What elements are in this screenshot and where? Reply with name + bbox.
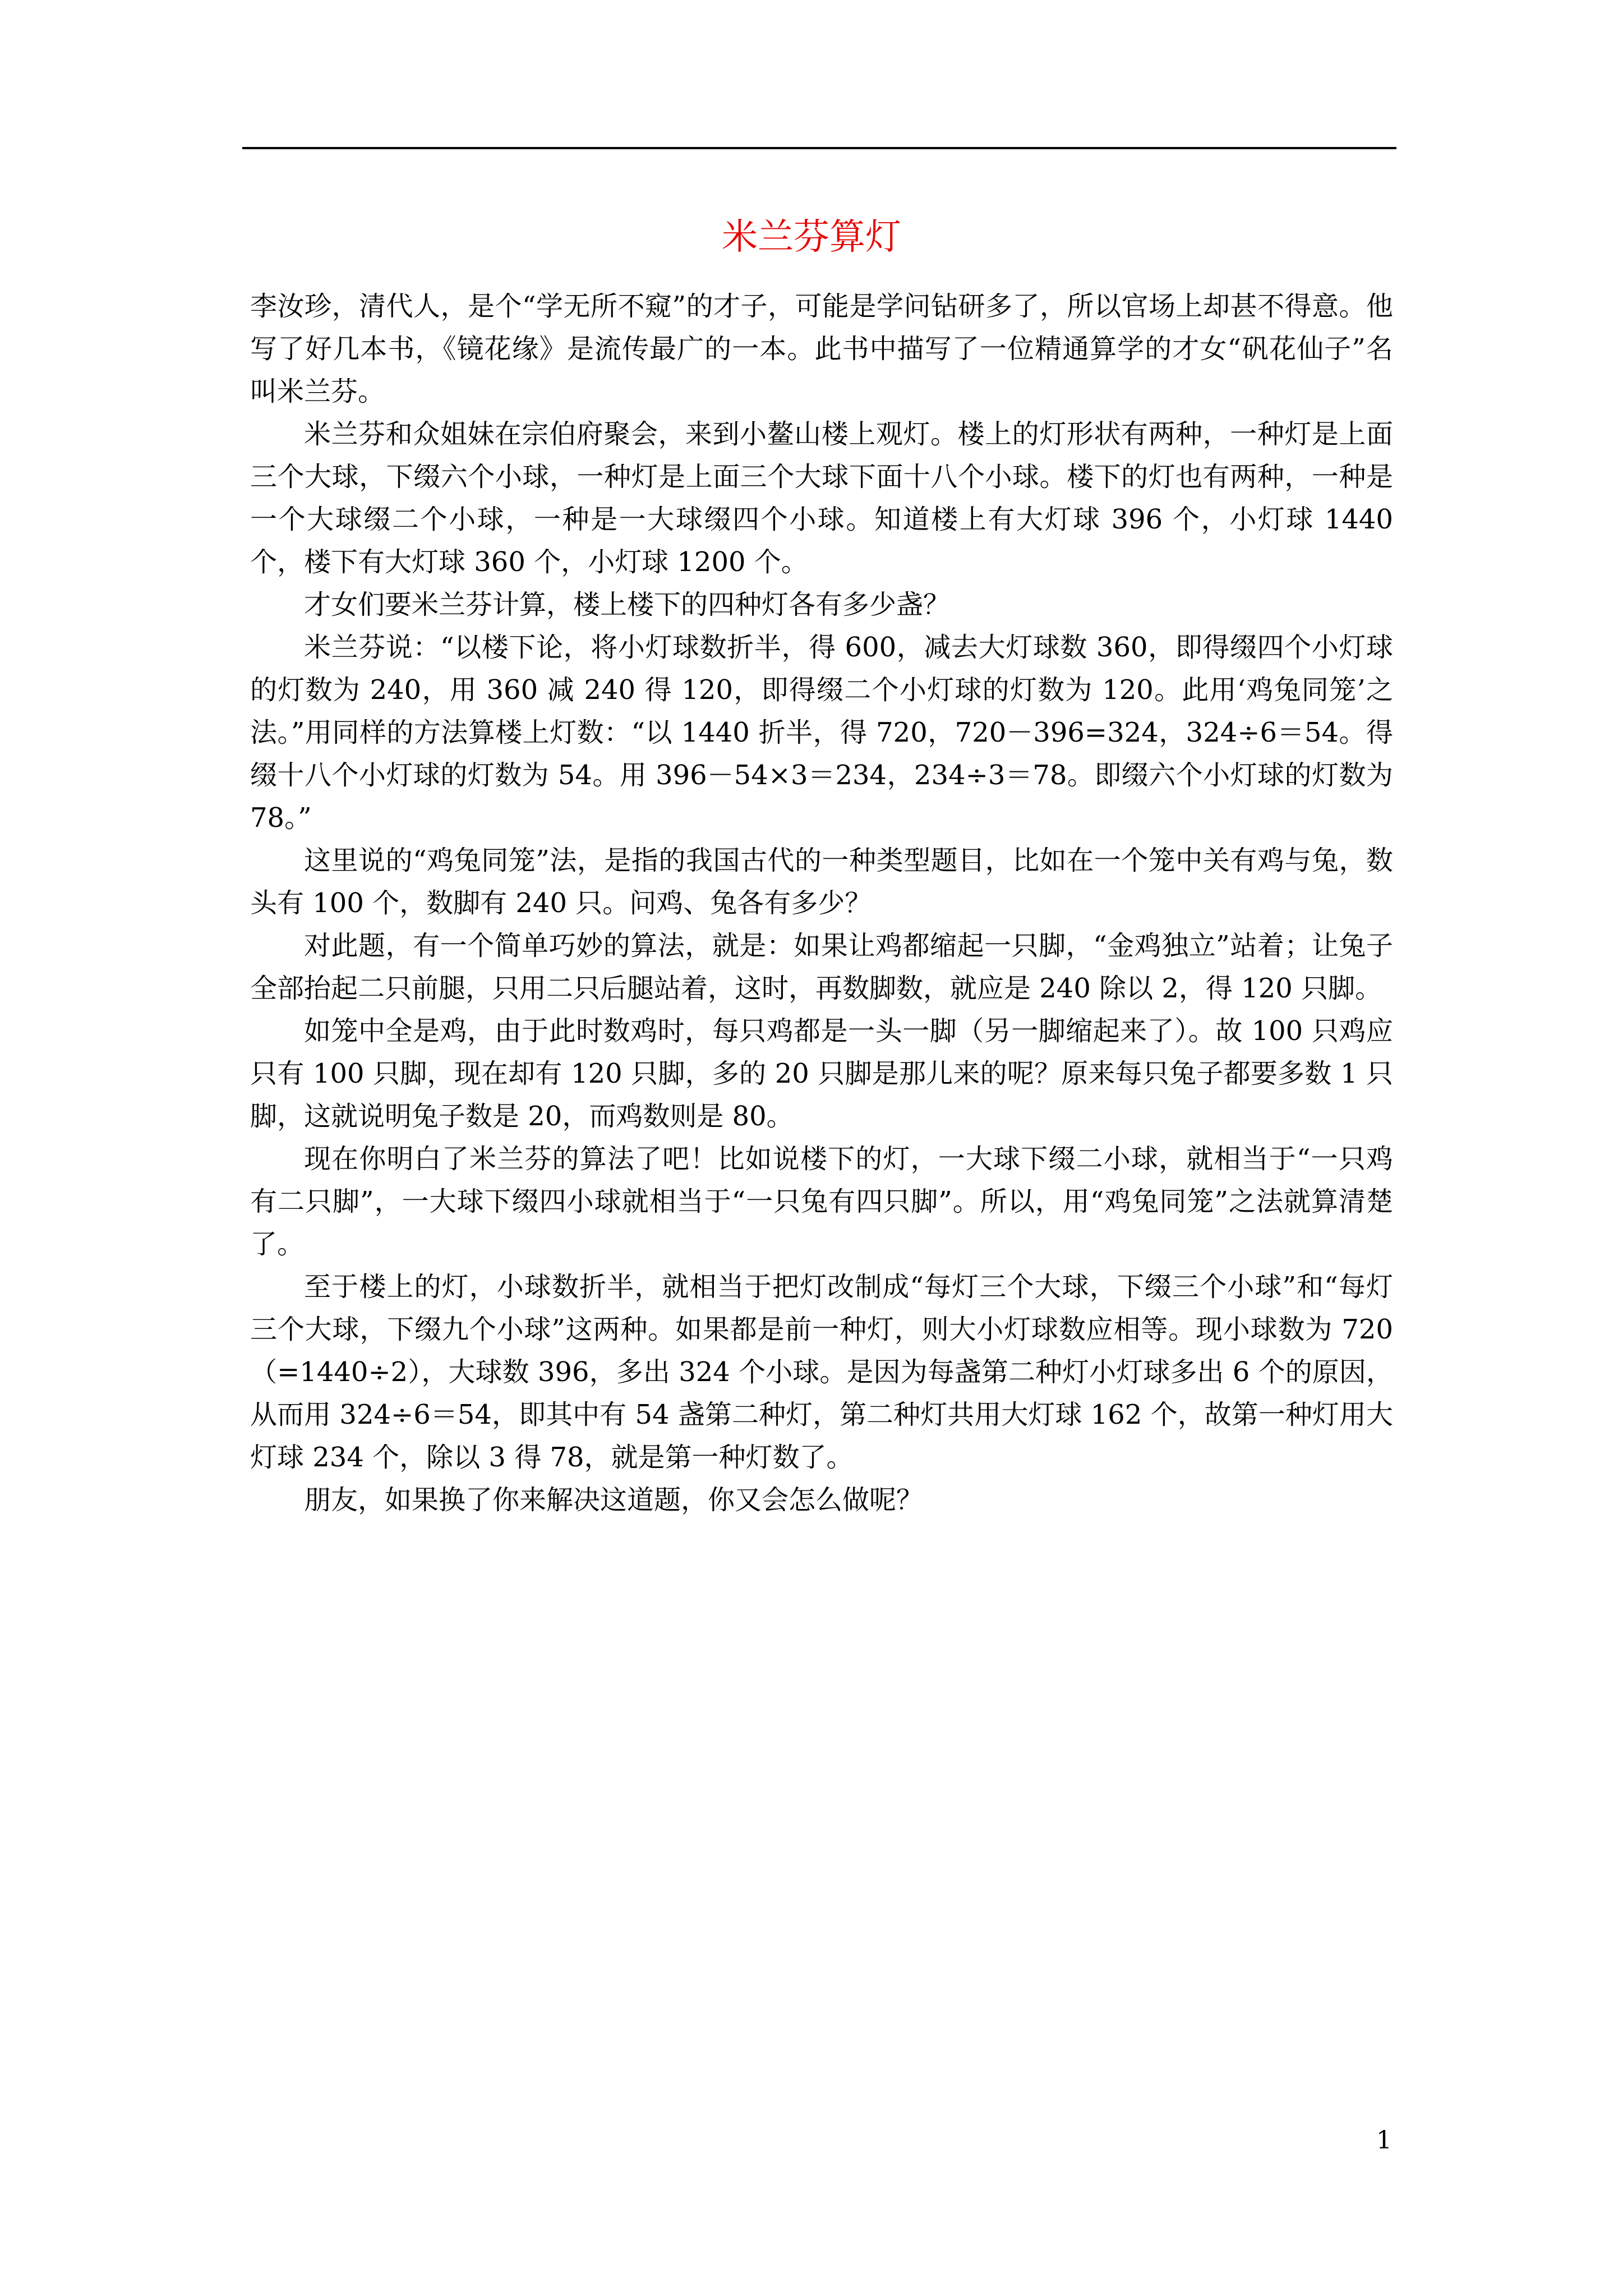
paragraph-explanation: 如笼中全是鸡，由于此时数鸡时，每只鸡都是一头一脚（另一脚缩起来了）。故 100 只鸡应只有 100 只脚，现在却有 120 只脚，多的 20 只脚是那儿来的呢？原来每只兔子都要多数 1 只脚，这就说明兔子数是 20，而鸡数则是 80。 — [250, 1015, 1393, 1132]
article-body — [250, 285, 1393, 1521]
header-rule — [242, 147, 1396, 149]
paragraph-downstairs-analogy: 现在你明白了米兰芬的算法了吧！比如说楼下的灯，一大球下缀二小球，就相当于“一只鸡有二只脚”，一大球下缀四小球就相当于“一只兔有四只脚”。所以，用“鸡兔同笼”之法就算清楚了。 — [250, 1143, 1393, 1260]
paragraph-clever-method: 对此题，有一个简单巧妙的算法，就是：如果让鸡都缩起一只脚，“金鸡独立”站着；让兔子全部抬起二只前腿，只用二只后腿站着，这时，再数脚数，就应是 240 除以 2，得 120 只脚。 — [250, 930, 1393, 1004]
page-number: 1 — [1376, 2126, 1392, 2155]
paragraph-closing: 朋友，如果换了你来解决这道题，你又会怎么做呢？ — [304, 1484, 924, 1516]
paragraph-chicken-rabbit-definition: 这里说的“鸡兔同笼”法，是指的我国古代的一种类型题目，比如在一个笼中关有鸡与兔，数头有 100 个，数脚有 240 只。问鸡、兔各有多少？ — [250, 845, 1393, 919]
document-title: 米兰芬算灯 — [722, 217, 901, 258]
paragraph-lantern-problem: 米兰芬和众姐妹在宗伯府聚会，来到小鳌山楼上观灯。楼上的灯形状有两种，一种灯是上面三个大球，下缀六个小球，一种灯是上面三个大球下面十八个小球。楼下的灯也有两种，一种是一个大球缀二个小球，一种是一大球缀四个小球。知道楼上有大灯球 396 个，小灯球 1440 个，楼下有大灯球 360 个，小灯球 1200 个。 — [250, 418, 1393, 578]
paragraph-question: 才女们要米兰芬计算，楼上楼下的四种灯各有多少盏？ — [304, 589, 951, 620]
paragraph-upstairs-analysis: 至于楼上的灯，小球数折半，就相当于把灯改制成“每灯三个大球，下缀三个小球”和“每灯三个大球，下缀九个小球”这两种。如果都是前一种灯，则大小灯球数应相等。现小球数为 720（=1440÷2），大球数 396，多出 324 个小球。是因为每盏第二种灯小灯球多出 6 个的原因，从而用 324÷6＝54，即其中有 54 盏第二种灯，第二种灯共用大灯球 162 个，故第一种灯用大灯球 234 个，除以 3 得 78，就是第一种灯数了。 — [250, 1271, 1393, 1473]
paragraph-milanfen-solution: 米兰芬说：“以楼下论，将小灯球数折半，得 600，减去大灯球数 360，即得缀四个小灯球的灯数为 240，用 360 减 240 得 120，即得缀二个小灯球的灯数为 120。此用‘鸡兔同笼’之法。”用同样的方法算楼上灯数：“以 1440 折半，得 720，720－396=324，324÷6＝54。得缀十八个小灯球的灯数为 54。用 396－54×3＝234，234÷3＝78。即缀六个小灯球的灯数为 78。” — [250, 632, 1393, 834]
paragraph-intro: 李汝珍，清代人，是个“学无所不窥”的才子，可能是学问钻研多了，所以官场上却甚不得意。他写了好几本书，《镜花缘》是流传最广的一本。此书中描写了一位精通算学的才女“矾花仙子”名叫米兰芬。 — [250, 291, 1393, 407]
